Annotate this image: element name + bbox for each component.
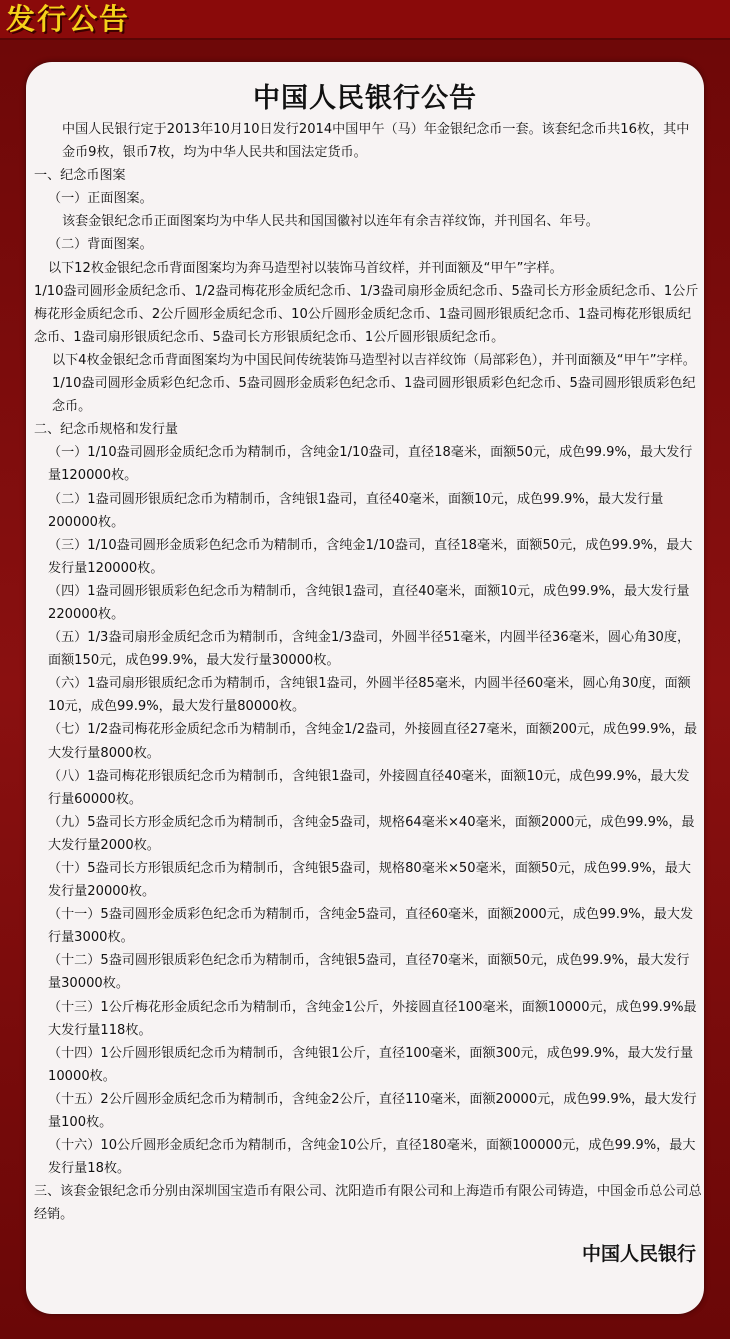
spec-item: （八）1盎司梅花形银质纪念币为精制币，含纯银1盎司，外接圆直径40毫米，面额10元，成色99.9%，最大发行量60000枚。: [48, 768, 690, 807]
notice-title: 中国人民银行公告: [253, 83, 477, 114]
spec-item: （十四）1公斤圆形银质纪念币为精制币，含纯银1公斤，直径100毫米，面额300元，成色99.9%，最大发行量10000枚。: [48, 1045, 694, 1084]
section-1-a-text: 该套金银纪念币正面图案均为中华人民共和国国徽衬以连年有余吉祥纹饰，并刊国名、年号。: [62, 214, 599, 230]
spec-item: （七）1/2盎司梅花形金质纪念币为精制币，含纯金1/2盎司，外接圆直径27毫米，面额200元，成色99.9%，最大发行量8000枚。: [48, 722, 698, 761]
section-2-title: 二、纪念币规格和发行量: [34, 422, 179, 438]
notice-paper: [26, 62, 704, 1314]
header-title: 发行公告: [6, 2, 131, 36]
spec-item: （九）5盎司长方形金质纪念币为精制币，含纯金5盎司，规格64毫米×40毫米，面额2000元，成色99.9%，最大发行量2000枚。: [48, 814, 695, 853]
notice-signature: 中国人民银行: [581, 1243, 696, 1265]
spec-item: （十）5盎司长方形银质纪念币为精制币，含纯银5盎司，规格80毫米×50毫米，面额50元，成色99.9%，最大发行量20000枚。: [48, 861, 691, 900]
section-1-title: 一、纪念币图案: [34, 168, 126, 184]
section-1-a-title: （一）正面图案。: [48, 191, 153, 207]
header-banner: [0, 0, 730, 40]
spec-item: （六）1盎司扇形银质纪念币为精制币，含纯银1盎司，外圆半径85毫米，内圆半径60毫米，圆心角30度，面额10元，成色99.9%，最大发行量80000枚。: [48, 676, 691, 715]
spec-item: （二）1盎司圆形银质纪念币为精制币，含纯银1盎司，直径40毫米，面额10元，成色99.9%，最大发行量200000枚。: [48, 491, 664, 530]
spec-item: （十六）10公斤圆形金质纪念币为精制币，含纯金10公斤，直径180毫米，面额100000元，成色99.9%，最大发行量18枚。: [48, 1138, 696, 1177]
section-1-b-title: （二）背面图案。: [48, 237, 153, 253]
section-1-b-list: 1/10盎司圆形金质纪念币、1/2盎司梅花形金质纪念币、1/3盎司扇形金质纪念币、5盎司长方形金质纪念币、1公斤梅花形金质纪念币、2公斤圆形金质纪念币、10公斤圆形金质纪念币、1盎司圆形银质纪念币、1盎司梅花形银质纪念币、1盎司扇形银质纪念币、5盎司长方形银质纪念币、1公斤圆形银质纪念币。: [34, 283, 699, 345]
spec-item: （四）1盎司圆形银质彩色纪念币为精制币，含纯银1盎司，直径40毫米，面额10元，成色99.9%，最大发行量220000枚。: [48, 583, 690, 622]
notice-intro: 中国人民银行定于2013年10月10日发行2014中国甲午（马）年金银纪念币一套。该套纪念币共16枚，其中金币9枚，银币7枚，均为中华人民共和国法定货币。: [62, 122, 690, 161]
spec-item: （十五）2公斤圆形金质纪念币为精制币，含纯金2公斤，直径110毫米，面额20000元，成色99.9%，最大发行量100枚。: [48, 1091, 697, 1131]
spec-item: （三）1/10盎司圆形金质彩色纪念币为精制币，含纯金1/10盎司，直径18毫米，面额50元，成色99.9%，最大发行量120000枚。: [48, 537, 693, 576]
spec-item: （十三）1公斤梅花形金质纪念币为精制币，含纯金1公斤，外接圆直径100毫米，面额10000元，成色99.9%最大发行量118枚。: [48, 999, 697, 1038]
spec-item: （五）1/3盎司扇形金质纪念币为精制币，含纯金1/3盎司，外圆半径51毫米，内圆半径36毫米，圆心角30度，面额150元，成色99.9%，最大发行量30000枚。: [48, 630, 691, 669]
section-1-b-text-2: 以下4枚金银纪念币背面图案均为中国民间传统装饰马造型衬以吉祥纹饰（局部彩色），并刊面额及“甲午”字样。1/10盎司圆形金质彩色纪念币、5盎司圆形金质彩色纪念币、1盎司圆形银质彩色纪念币、5盎司圆形银质彩色纪念币。: [52, 352, 696, 415]
section-1-b-text: 以下12枚金银纪念币背面图案均为奔马造型衬以装饰马首纹样，并刊面额及“甲午”字样。: [48, 260, 563, 276]
spec-item: （一）1/10盎司圆形金质纪念币为精制币，含纯金1/10盎司，直径18毫米，面额50元，成色99.9%，最大发行量120000枚。: [48, 445, 693, 484]
spec-item: （十一）5盎司圆形金质彩色纪念币为精制币，含纯金5盎司，直径60毫米，面额2000元，成色99.9%，最大发行量3000枚。: [48, 907, 694, 946]
section-3-text: 三、该套金银纪念币分别由深圳国宝造币有限公司、沈阳造币有限公司和上海造币有限公司铸造，中国金币总公司总经销。: [34, 1184, 702, 1223]
spec-item: （十二）5盎司圆形银质彩色纪念币为精制币，含纯银5盎司，直径70毫米，面额50元，成色99.9%，最大发行量30000枚。: [48, 953, 690, 992]
notice-body: [34, 118, 702, 1227]
